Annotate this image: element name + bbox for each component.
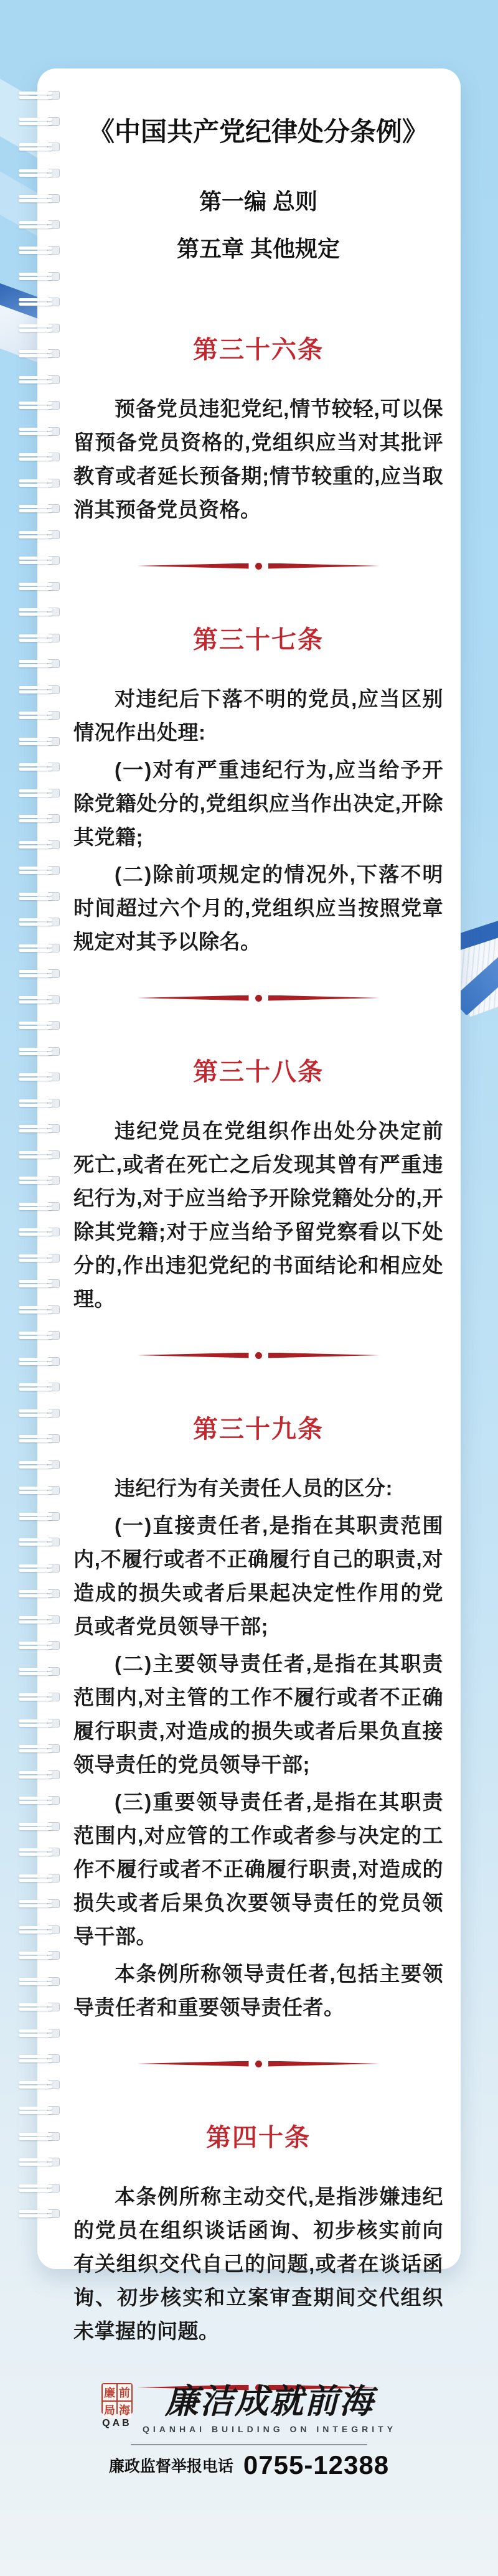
binder-ring <box>19 891 59 901</box>
article-39-paragraph: 本条例所称领导责任者,包括主要领导责任者和重要领导责任者。 <box>73 1962 443 2019</box>
binder-ring <box>19 271 59 281</box>
binder-wire <box>19 815 52 818</box>
binder-wire <box>19 2003 52 2006</box>
binder-wire <box>19 2133 52 2136</box>
divider-right-line <box>268 1353 380 1358</box>
binder-ring <box>19 840 59 850</box>
binder-ring <box>19 452 59 462</box>
divider-left-line <box>137 2061 249 2067</box>
article-36-paragraph: 预备党员违犯党纪,情节较轻,可以保留预备党员资格的,党组织应当对其批评教育或者延长预备期;情节较重的,应当取消其预备党员资格。 <box>73 397 443 521</box>
binder-ring <box>19 762 59 772</box>
binder-ring <box>19 2028 59 2038</box>
article-38 <box>73 1058 443 1316</box>
footer-divider-line <box>131 2444 367 2445</box>
divider-left-line <box>137 563 249 569</box>
section-divider-ornament <box>137 562 380 570</box>
section-divider-ornament <box>137 994 380 1002</box>
binder-wire <box>19 918 52 921</box>
binder-wire <box>19 1073 52 1076</box>
binder-wire <box>19 763 52 766</box>
binder-wire <box>19 712 52 715</box>
binder-wire <box>19 608 52 611</box>
binder-ring <box>19 2002 59 2012</box>
binder-ring <box>19 736 59 746</box>
binder-ring <box>19 1563 59 1573</box>
divider-dot <box>255 2061 262 2067</box>
article-39 <box>73 1416 443 2024</box>
binder-ring <box>19 1072 59 1082</box>
binder-ring <box>19 995 59 1005</box>
binder-ring <box>19 194 59 204</box>
article-40-heading: 第四十条 <box>206 2124 311 2151</box>
binder-wire <box>19 1745 52 1748</box>
hotline-row <box>0 2450 498 2480</box>
binder-wire <box>19 1771 52 1774</box>
article-40 <box>73 2124 443 2348</box>
binder-wire <box>19 1254 52 1257</box>
binder-ring <box>19 400 59 410</box>
binder-wire <box>19 1538 52 1541</box>
binder-wire <box>19 428 52 431</box>
binder-ring <box>19 633 59 643</box>
binder-ring <box>19 478 59 488</box>
binder-wire <box>19 1125 52 1128</box>
binder-wire <box>19 2029 52 2033</box>
binder-ring <box>19 1434 59 1444</box>
binder-wire <box>19 1409 52 1413</box>
calligraphy-slogan: 廉洁成就前海 <box>165 2381 374 2421</box>
binder-wire <box>19 2081 52 2084</box>
article-39-paragraph: (二)主要领导责任者,是指在其职责范围内,对主管的工作不履行或者不正确履行职责,对造成的损失或者后果负直接领导责任的党员领导干部; <box>73 1652 443 1776</box>
article-39-paragraph: (一)直接责任者,是指在其职责范围内,不履行或者不正确履行自己的职责,对造成的损失或者后果起决定性作用的党员或者党员领导干部; <box>73 1514 443 1638</box>
binder-wire <box>19 660 52 663</box>
binder-ring <box>19 1305 59 1315</box>
binder-ring <box>19 1511 59 1521</box>
seal-character: 廉 <box>103 2384 116 2400</box>
seal-character: 局 <box>103 2402 116 2418</box>
binder-ring <box>19 1718 59 1728</box>
binder-ring <box>19 710 59 720</box>
binder-ring <box>19 2054 59 2064</box>
article-39-paragraph: 违纪行为有关责任人员的区分: <box>115 1477 393 1500</box>
article-39-paragraph: (三)重要领导责任者,是指在其职责范围内,对应管的工作或者参与决定的工作不履行或者不正确履行职责,对造成的损失或者后果负次要领导责任的党员领导干部。 <box>73 1790 443 1948</box>
binder-ring <box>19 943 59 953</box>
seal-block <box>101 2383 133 2429</box>
article-39-heading: 第三十九条 <box>193 1416 324 1443</box>
binder-ring <box>19 1408 59 1418</box>
binder-ring <box>19 1175 59 1185</box>
binder-wire <box>19 738 52 741</box>
binder-ring <box>19 116 59 126</box>
article-38-paragraph: 违纪党员在党组织作出处分决定前死亡,或者在死亡之后发现其曾有严重违纪行为,对于应当给予开除党籍处分的,开除其党籍;对于应当给予留党察看以下处分的,作出违犯党纪的书面结论和相应处理。 <box>73 1119 443 1310</box>
binder-wire <box>19 1848 52 1851</box>
binder-wire <box>19 1280 52 1283</box>
divider-right-line <box>268 995 380 1001</box>
binder-wire <box>19 1332 52 1335</box>
binder-wire <box>19 350 52 353</box>
binder-ring <box>19 1227 59 1237</box>
binder-wire <box>19 1513 52 1516</box>
binder-ring <box>19 530 59 540</box>
english-tagline: QIANHAI BUILDING ON INTEGRITY <box>142 2424 397 2434</box>
binder-ring <box>19 1795 59 1805</box>
page-title: 《中国共产党纪律处分条例》 <box>88 117 428 146</box>
binder-wire <box>19 221 52 224</box>
binder-wire <box>19 1797 52 1800</box>
qianhai-seal-logo <box>101 2383 133 2417</box>
binder-wire <box>19 195 52 198</box>
binder-wire <box>19 867 52 870</box>
divider-dot <box>255 1352 262 1359</box>
binder-wire <box>19 247 52 250</box>
article-40-paragraph: 本条例所称主动交代,是指涉嫌违纪的党员在组织谈话函询、初步核实前向有关组织交代自己的问题,或者在谈话函询、初步核实和立案审查期间交代组织未掌握的问题。 <box>73 2185 443 2343</box>
binder-ring <box>19 865 59 875</box>
binder-wire <box>19 118 52 121</box>
binder-ring <box>19 1925 59 1935</box>
binder-wire <box>19 505 52 508</box>
binder-wire <box>19 531 52 534</box>
binder-wire <box>19 970 52 973</box>
binder-wire <box>19 1177 52 1180</box>
binder-ring <box>19 323 59 333</box>
binder-wire <box>19 2158 52 2161</box>
binder-ring <box>19 1666 59 1676</box>
binder-ring <box>19 1847 59 1857</box>
binder-wire <box>19 1693 52 1696</box>
binder-ring <box>19 426 59 436</box>
binder-ring <box>19 1485 59 1495</box>
binder-ring <box>19 1977 59 1986</box>
binder-wire <box>19 789 52 792</box>
binder-wire <box>19 376 52 379</box>
binder-ring <box>19 504 59 514</box>
binder-ring <box>19 1640 59 1650</box>
binder-wire <box>19 169 52 172</box>
binder-ring <box>19 168 59 178</box>
binder-wire <box>19 1952 52 1955</box>
binder-ring <box>19 1020 59 1030</box>
binder-ring <box>19 1589 59 1599</box>
binder-ring <box>19 1098 59 1108</box>
binder-ring <box>19 2080 59 2090</box>
binder-wire <box>19 583 52 586</box>
binder-ring <box>19 607 59 617</box>
brand-block <box>143 2383 397 2434</box>
binder-ring <box>19 1460 59 1470</box>
article-36 <box>73 336 443 527</box>
binder-ring <box>19 1124 59 1134</box>
binder-wire <box>19 1099 52 1102</box>
binder-ring <box>19 1330 59 1340</box>
binder-ring <box>19 245 59 255</box>
divider-left-line <box>137 995 249 1001</box>
binder-ring <box>19 349 59 359</box>
binder-wire <box>19 1022 52 1025</box>
binder-wire <box>19 402 52 405</box>
chapter-heading: 第五章 其他规定 <box>176 236 340 261</box>
binder-wire <box>19 324 52 327</box>
binder-ring <box>19 2183 59 2193</box>
part-heading: 第一编 总则 <box>199 189 317 214</box>
binder-ring <box>19 814 59 824</box>
section-divider-ornament <box>137 1351 380 1360</box>
binder-ring <box>19 2105 59 2115</box>
binder-wire <box>19 1590 52 1593</box>
binder-wire <box>19 2055 52 2058</box>
binder-wire <box>19 143 52 146</box>
article-37-paragraph: (一)对有严重违纪行为,应当给予开除党籍处分的,党组织应当作出决定,开除其党籍; <box>73 758 443 848</box>
binder-ring <box>19 2132 59 2141</box>
article-36-heading: 第三十六条 <box>193 336 324 364</box>
binder-ring <box>19 1950 59 1960</box>
binder-wire <box>19 1719 52 1723</box>
seal-character: 海 <box>118 2402 131 2418</box>
binder-ring <box>19 1873 59 1883</box>
binder-ring <box>19 917 59 927</box>
hotline-label: 廉政监督举报电话 <box>108 2458 233 2475</box>
seal-character: 前 <box>118 2384 131 2400</box>
binder-ring <box>19 1692 59 1702</box>
binder-wire <box>19 1487 52 1490</box>
binder-wire <box>19 634 52 637</box>
article-37-paragraph: (二)除前项规定的情况外,下落不明时间超过六个月的,党组织应当按照党章规定对其予以除名。 <box>73 863 443 953</box>
binder-ring <box>19 1279 59 1289</box>
binder-wire <box>19 453 52 456</box>
binder-wire <box>19 273 52 276</box>
binder-ring <box>19 1770 59 1780</box>
binder-ring <box>19 1615 59 1625</box>
article-37 <box>73 626 443 959</box>
binder-wire <box>19 841 52 844</box>
binder-wire <box>19 1461 52 1464</box>
binder-wire <box>19 1383 52 1386</box>
binder-wire <box>19 2210 52 2213</box>
binder-wire <box>19 1151 52 1154</box>
binder-ring <box>19 1537 59 1547</box>
binder-wire <box>19 893 52 896</box>
binder-ring <box>19 659 59 669</box>
hotline-number: 0755-12388 <box>243 2450 390 2480</box>
binder-ring <box>19 581 59 591</box>
binder-ring <box>19 1150 59 1160</box>
binder-ring <box>19 1046 59 1056</box>
binder-ring <box>19 375 59 385</box>
binder-ring <box>19 1822 59 1831</box>
divider-dot <box>255 563 262 570</box>
binder-ring <box>19 90 59 100</box>
binder-ring <box>19 1356 59 1366</box>
binder-wire <box>19 1668 52 1671</box>
section-divider-ornament <box>137 2059 380 2068</box>
divider-right-line <box>268 2061 380 2067</box>
binder-wire <box>19 92 52 95</box>
binder-wire <box>19 1358 52 1361</box>
binder-wire <box>19 479 52 482</box>
binder-ring <box>19 1201 59 1211</box>
binder-wire <box>19 298 52 301</box>
binder-wire <box>19 1203 52 1206</box>
seal-caption: QAB <box>102 2418 132 2428</box>
binder-ring <box>19 685 59 695</box>
article-38-heading: 第三十八条 <box>193 1058 324 1086</box>
binder-ring <box>19 220 59 230</box>
binder-wire <box>19 2107 52 2110</box>
article-37-paragraph: 对违纪后下落不明的党员,应当区别情况作出处理: <box>73 687 443 744</box>
binder-wire <box>19 1978 52 1981</box>
notebook-card <box>37 68 461 2343</box>
binder-wire <box>19 1306 52 1309</box>
binder-ring <box>19 555 59 565</box>
binder-wire <box>19 1616 52 1619</box>
binder-wire <box>19 1642 52 1645</box>
article-37-heading: 第三十七条 <box>193 626 324 654</box>
divider-dot <box>255 995 262 1002</box>
binder-wire <box>19 944 52 947</box>
binder-ring <box>19 1382 59 1392</box>
footer-brand-row <box>0 2383 498 2434</box>
binder-wire <box>19 1048 52 1051</box>
binder-wire <box>19 1874 52 1878</box>
binder-ring <box>19 1744 59 1754</box>
binder-wire <box>19 1228 52 1231</box>
binder-wire <box>19 557 52 560</box>
binder-ring <box>19 142 59 152</box>
binder-ring <box>19 297 59 307</box>
binder-ring <box>19 788 59 798</box>
binder-ring <box>19 2209 59 2219</box>
binder-wire <box>19 1900 52 1903</box>
binder-ring <box>19 1899 59 1909</box>
binder-wire <box>19 1564 52 1568</box>
binder-wire <box>19 686 52 689</box>
divider-left-line <box>137 1353 249 1358</box>
binder-ring <box>19 2157 59 2167</box>
binder-ring <box>19 969 59 979</box>
binder-wire <box>19 1823 52 1826</box>
divider-right-line <box>268 563 380 569</box>
binder-wire <box>19 1926 52 1929</box>
binder-wire <box>19 2184 52 2188</box>
binder-wire <box>19 996 52 999</box>
binder-ring <box>19 1253 59 1263</box>
binder-wire <box>19 1435 52 1438</box>
